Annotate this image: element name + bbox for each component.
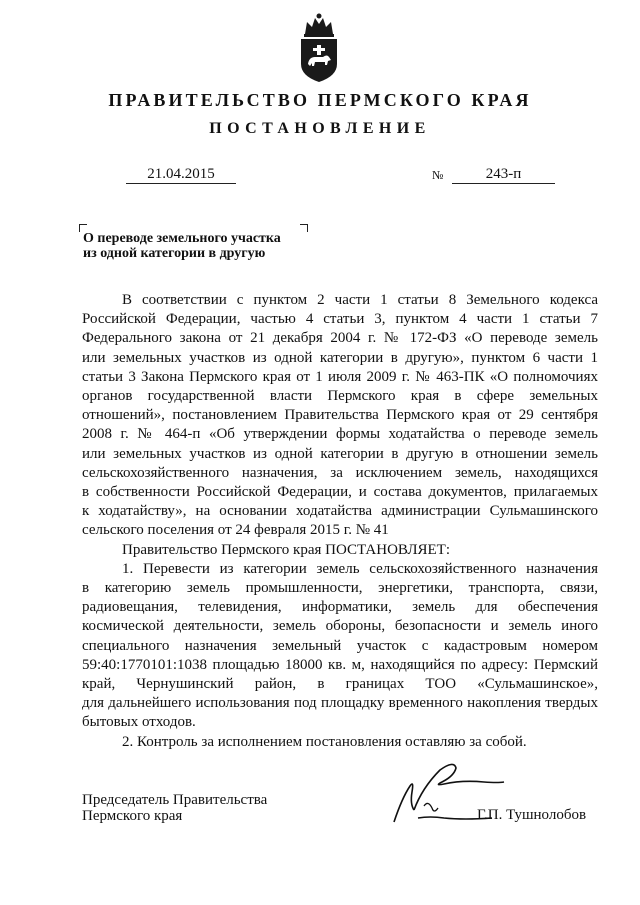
coat-of-arms-emblem	[293, 12, 345, 84]
body-line: Российской Федерации, частью 4 статьи 3, пунктом 4 части 1 статьи 7	[82, 311, 598, 328]
body-line: сельскохозяйственного назначения, за исключением земель, находящихся	[82, 464, 598, 481]
body-line: 2008 г. № 464-п «Об утверждении формы ходатайства о переводе земель	[82, 426, 598, 443]
document-type: ПОСТАНОВЛЕНИЕ	[209, 120, 431, 137]
preamble-paragraph	[82, 291, 598, 541]
body-line: органов государственной власти Пермского края в сфере земельных	[82, 388, 598, 405]
body-line: В соответствии с пунктом 2 части 1 статьи 8 Земельного кодекса	[122, 292, 598, 308]
body-line: для дальнейшего использования под площадку временного накопления твердых	[82, 695, 598, 712]
signatory-title-line: Пермского края	[82, 808, 183, 824]
subject-line: из одной категории в другую	[83, 246, 266, 261]
body-line: статьи 3 Закона Пермского края от 1 июля 2009 г. № 463-ПК «О полномочиях	[82, 368, 598, 385]
signatory-title	[82, 792, 267, 824]
subject-corner-right	[300, 224, 308, 232]
crown-icon	[304, 14, 334, 38]
resolves-line: Правительство Пермского края ПОСТАНОВЛЯЕТ:	[122, 541, 451, 558]
document-date: 21.04.2015	[126, 166, 236, 184]
body-line: радиовещания, телевидения, информатики, земель для обеспечения	[82, 599, 598, 616]
body-line: в категорию земель промышленности, энергетики, транспорта, связи,	[82, 580, 598, 597]
body-line: или земельных участков из одной категории в другую в отношении земель	[82, 445, 598, 462]
body-line: сельского поселения от 24 февраля 2015 г. № 41	[82, 522, 389, 539]
government-title: ПРАВИТЕЛЬСТВО ПЕРМСКОГО КРАЯ	[108, 90, 532, 110]
document-subject	[83, 231, 281, 261]
body-line: край, Чернушинский район, в границах ТОО «Сульмашинское»,	[82, 676, 598, 693]
body-line: космической деятельности, земель обороны, безопасности и земель иного	[82, 618, 598, 635]
body-line: или земельных участков из одной категории в другую», пунктом 6 части 1	[82, 349, 598, 366]
body-line: Федерального закона от 21 декабря 2004 г. № 172-ФЗ «О переводе земель	[82, 330, 598, 347]
item-2-paragraph: 2. Контроль за исполнением постановления оставляю за собой.	[122, 733, 527, 750]
signatory-title-line: Председатель Правительства	[82, 792, 268, 808]
body-line: бытовых отходов.	[82, 714, 196, 731]
body-line: в собственности Российской Федерации, и состава документов, прилагаемых	[82, 484, 598, 501]
document-body	[82, 291, 598, 752]
body-line: 1. Перевести из категории земель сельскохозяйственного назначения	[122, 560, 598, 577]
body-line: отношений», постановлением Правительства Пермского края от 29 сентября	[82, 407, 598, 424]
body-line: к ходатайству», на основании ходатайства администрации Сульмашинского	[82, 503, 598, 520]
item-1-paragraph	[82, 560, 598, 733]
body-line: 59:40:1770101:1038 площадью 18000 кв. м, находящийся по адресу: Пермский	[82, 656, 598, 673]
subject-line: О переводе земельного участка	[83, 231, 281, 246]
body-line: специального назначения земельный участок с кадастровым номером	[82, 637, 598, 654]
number-sign: №	[432, 168, 444, 182]
document-number: 243-п	[452, 166, 555, 184]
signatory-name: Г.П. Тушнолобов	[477, 807, 587, 823]
